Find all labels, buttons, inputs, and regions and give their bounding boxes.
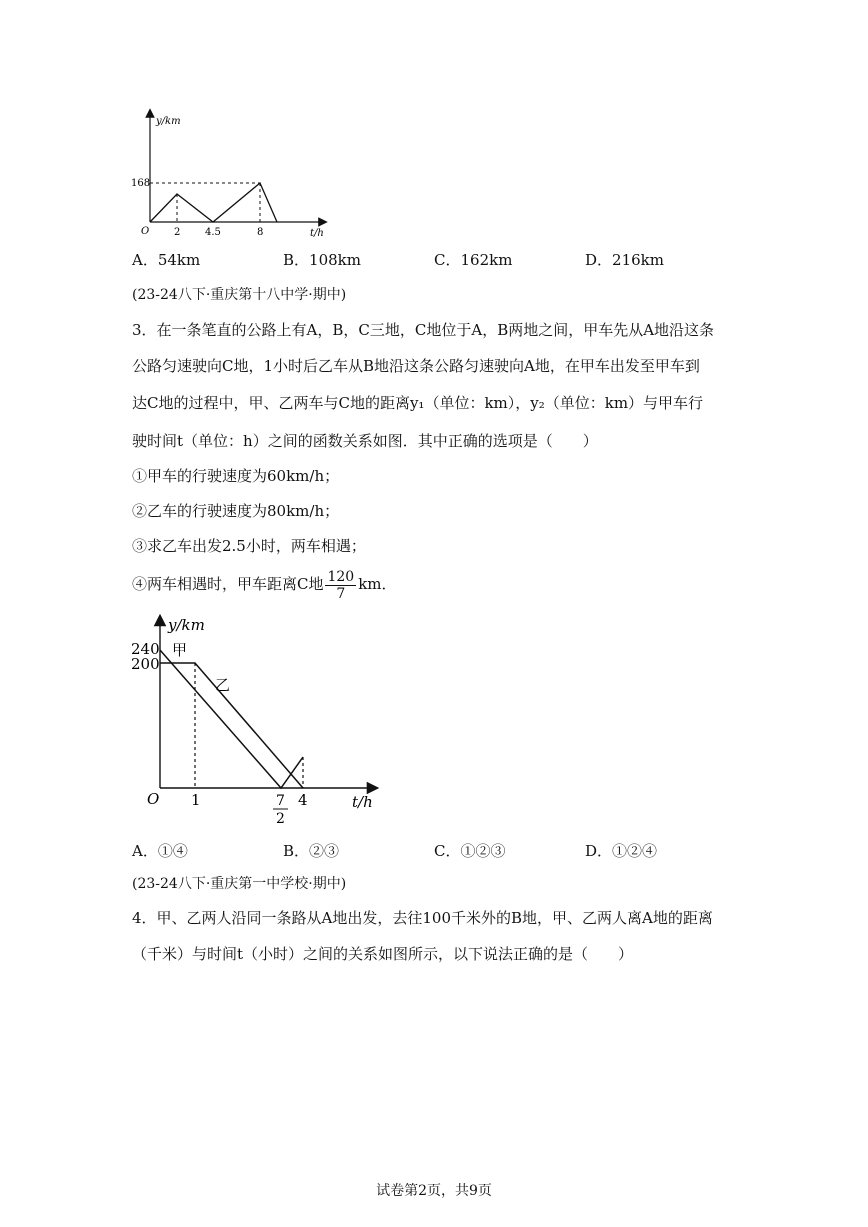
q4-text-line-1: 4．甲、乙两人沿同一条路从A地出发，去往100千米外的B地，甲、乙两人离A地的距离 [132,909,713,927]
q2-option-a[interactable]: A．54km [132,251,201,269]
q3-line-yi [160,663,303,788]
q3-option-a[interactable]: A．①④ [132,842,188,860]
q2-origin: O [141,226,150,237]
q3-option-c[interactable]: C．①②③ [434,842,506,860]
q3-x-tick-4: 4 [298,791,308,809]
q3-option-b[interactable]: B．②③ [283,842,340,860]
q3-text-line-2: 公路匀速驶向C地，1小时后乙车从B地沿这条公路匀速驶向A地，在甲车出发至甲车到 [132,357,700,375]
q3-x-label: t/h [352,793,373,811]
page-footer: 试卷第2页，共9页 [376,1183,492,1199]
q2-y-label: y/km [156,116,181,127]
q3-option-d[interactable]: D．①②④ [585,842,658,860]
q3-text-line-1: 3．在一条笔直的公路上有A，B，C三地，C地位于A，B两地之间，甲车先从A地沿这条 [132,321,715,339]
q3-graph [128,610,388,830]
q2-x-tick-8: 8 [257,227,264,238]
q3-text-line-3: 达C地的过程中，甲、乙两车与C地的距离y₁（单位：km），y₂（单位：km）与甲车行 [132,394,704,412]
q3-x-tick-frac-num: 7 [276,793,285,809]
q3-series-label-jia: 甲 [172,641,188,659]
q3-statement-3: ③求乙车出发2.5小时，两车相遇； [132,537,366,555]
q2-x-tick-4-5: 4.5 [205,227,221,238]
q3-x-tick-1: 1 [191,791,201,809]
q2-graph [131,105,335,240]
q3-statement-4: ④两车相遇时，甲车距离C地 $\frac{120}{7}$ km． [132,568,397,602]
q2-distance-line [150,183,277,222]
q4-source: (23-24八下·重庆第一中学校·期中) [132,876,347,892]
q3-text-line-4: 驶时间t（单位：h）之间的函数关系如图．其中正确的选项是（ ） [132,432,598,450]
q2-y-tick: 168 [131,178,151,189]
q3-frac-num: 120 [327,568,355,585]
q3-y-tick-240: 240 [131,640,160,658]
q3-statement-2: ②乙车的行驶速度为80km/h； [132,502,340,520]
q3-origin: O [147,790,160,808]
q2-x-tick-2: 2 [174,227,181,238]
q2-x-label: t/h [310,228,324,239]
q3-line-jia [160,650,303,788]
q2-option-c[interactable]: C．162km [434,251,513,269]
q3-series-label-yi: 乙 [215,676,231,694]
q3-frac-den: 7 [336,585,346,602]
q2-option-b[interactable]: B．108km [283,251,361,269]
q3-source: (23-24八下·重庆第十八中学·期中) [132,287,347,303]
q4-text-line-2: （千米）与时间t（小时）之间的关系如图所示，以下说法正确的是（ ） [132,945,634,963]
q3-y-tick-200: 200 [131,655,160,673]
q3-x-tick-frac-den: 2 [276,811,285,827]
q3-y-label: y/km [168,616,205,634]
q2-option-d[interactable]: D．216km [585,251,664,269]
q3-statement-1: ①甲车的行驶速度为60km/h； [132,467,340,485]
